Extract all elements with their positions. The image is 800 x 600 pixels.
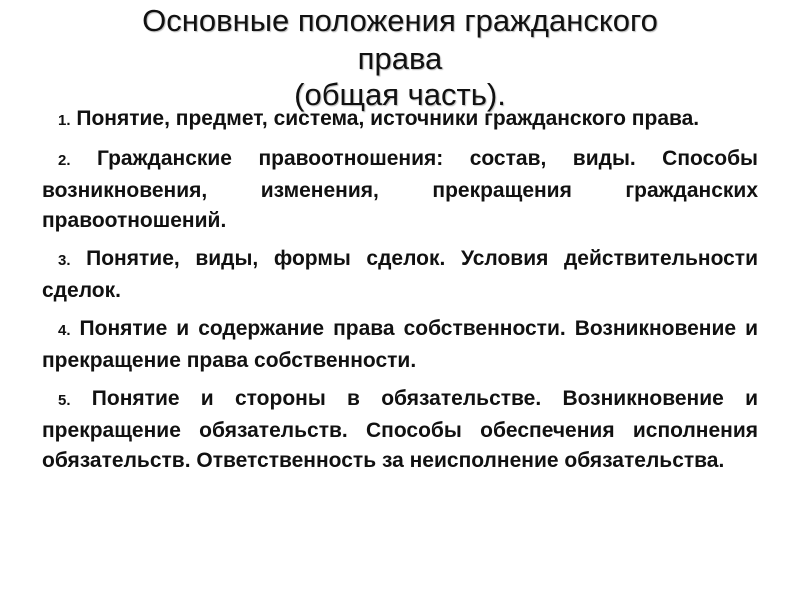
- title-line-3: (общая часть).: [294, 77, 506, 112]
- list-item-3: [42, 244, 758, 306]
- item-text: Гражданские правоотношения: состав, виды. Способы возникновения, изменения, прекращения гражданских правоотношений.: [42, 147, 758, 232]
- item-number: 3.: [58, 252, 71, 269]
- item-number: 5.: [58, 392, 71, 409]
- item-text: Понятие и содержание права собственности. Возникновение и прекращение права собственности.: [42, 317, 758, 372]
- item-text: Понятие, виды, формы сделок. Условия действительности сделок.: [42, 247, 758, 302]
- title-line-1: Основные положения гражданского: [142, 3, 658, 38]
- item-number: 4.: [58, 322, 71, 339]
- list-item-2: [42, 144, 758, 236]
- item-text: Понятие, предмет, система, источники гражданского права.: [76, 107, 700, 130]
- slide-title: [60, 2, 740, 114]
- item-text: Понятие и стороны в обязательстве. Возникновение и прекращение обязательств. Способы обеспечения исполнения обязательств. Ответственность за неисполнение обязательства.: [42, 387, 758, 472]
- item-number: 2.: [58, 152, 71, 169]
- title-line-2: права: [357, 41, 443, 76]
- list-item-4: [42, 314, 758, 376]
- item-number: 1.: [58, 112, 71, 129]
- topic-list: [42, 104, 758, 484]
- list-item-5: [42, 384, 758, 476]
- list-item-1: [42, 104, 758, 136]
